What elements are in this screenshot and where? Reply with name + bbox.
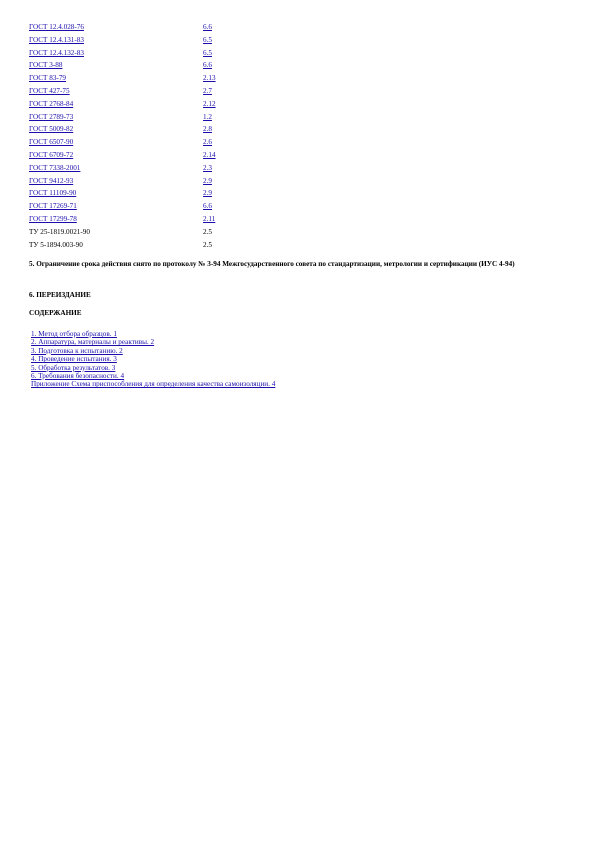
- reference-doc-cell: [29, 187, 203, 200]
- reference-doc-link[interactable]: ГОСТ 11109-90: [29, 189, 77, 198]
- references-table: [29, 21, 263, 251]
- reference-section-cell: [203, 72, 263, 85]
- table-row: [29, 239, 263, 252]
- table-row: [29, 162, 263, 175]
- reference-section-link[interactable]: 2.7: [203, 86, 212, 95]
- reference-doc-link[interactable]: ГОСТ 9412-93: [29, 176, 74, 185]
- reference-section-link[interactable]: 2.13: [203, 74, 216, 83]
- reference-doc-cell: [29, 175, 203, 188]
- reference-doc-text: ТУ 25-1819.0021-90: [29, 227, 90, 236]
- table-row: [29, 72, 263, 85]
- table-of-contents: [31, 330, 275, 389]
- table-row: [29, 123, 263, 136]
- reference-doc-link[interactable]: ГОСТ 17299-78: [29, 214, 77, 223]
- reference-doc-link[interactable]: ГОСТ 12.4.028-76: [29, 23, 84, 31]
- reference-doc-link[interactable]: ГОСТ 12.4.131-83: [29, 35, 84, 44]
- reference-section-cell: [203, 226, 263, 239]
- reference-section-cell: [203, 47, 263, 60]
- reference-doc-text: ТУ 5-1894.003-90: [29, 240, 83, 249]
- reference-section-link[interactable]: 6.5: [203, 35, 212, 44]
- list-item: [31, 355, 275, 363]
- reference-section-link[interactable]: 2.14: [203, 150, 216, 159]
- reference-doc-cell: [29, 72, 203, 85]
- references-table-body: [29, 21, 263, 251]
- reference-section-link[interactable]: 2.3: [203, 163, 212, 172]
- table-row: [29, 175, 263, 188]
- table-row: [29, 47, 263, 60]
- toc-link[interactable]: 2. Аппаратура, материалы и реактивы. 2: [31, 338, 155, 347]
- reference-doc-cell: [29, 200, 203, 213]
- list-item: [31, 330, 275, 338]
- list-item: [31, 338, 275, 346]
- reference-section-cell: [203, 200, 263, 213]
- reference-doc-cell: [29, 149, 203, 162]
- reference-section-cell: [203, 239, 263, 252]
- reference-doc-link[interactable]: ГОСТ 12.4.132-83: [29, 48, 84, 57]
- toc-title: СОДЕРЖАНИЕ: [29, 309, 82, 317]
- reference-doc-cell: [29, 85, 203, 98]
- reference-section-link[interactable]: 2.9: [203, 189, 212, 198]
- reference-section-cell: [203, 213, 263, 226]
- reference-doc-cell: [29, 123, 203, 136]
- table-row: [29, 111, 263, 124]
- list-item: [31, 380, 275, 388]
- table-row: [29, 187, 263, 200]
- reference-section-cell: [203, 21, 263, 34]
- reference-section-cell: [203, 123, 263, 136]
- reference-section-cell: [203, 59, 263, 72]
- reference-doc-cell: [29, 239, 203, 252]
- toc-link[interactable]: 1. Метод отбора образцов. 1: [31, 330, 117, 338]
- toc-link[interactable]: 3. Подготовка к испытанию. 2: [31, 346, 123, 355]
- reference-doc-link[interactable]: ГОСТ 427-75: [29, 86, 70, 95]
- reference-doc-cell: [29, 34, 203, 47]
- reference-doc-link[interactable]: ГОСТ 7338-2001: [29, 163, 81, 172]
- table-row: [29, 226, 263, 239]
- reference-section-link[interactable]: 6.6: [203, 23, 212, 31]
- table-row: [29, 200, 263, 213]
- reference-doc-link[interactable]: ГОСТ 2768-84: [29, 99, 74, 108]
- table-row: [29, 98, 263, 111]
- reference-section-link[interactable]: 6.6: [203, 61, 212, 70]
- table-row: [29, 149, 263, 162]
- reference-section-link[interactable]: 6.6: [203, 202, 212, 211]
- table-row: [29, 21, 263, 34]
- reference-section-cell: [203, 149, 263, 162]
- reference-doc-cell: [29, 226, 203, 239]
- reference-section-cell: [203, 187, 263, 200]
- reference-doc-link[interactable]: ГОСТ 3-88: [29, 61, 63, 70]
- reference-doc-link[interactable]: ГОСТ 5009-82: [29, 125, 74, 134]
- reference-doc-cell: [29, 111, 203, 124]
- table-row: [29, 85, 263, 98]
- toc-link[interactable]: 6. Требования безопасности. 4: [31, 372, 125, 381]
- reference-doc-cell: [29, 21, 203, 34]
- table-row: [29, 59, 263, 72]
- reference-doc-cell: [29, 213, 203, 226]
- paragraph-5: 5. Ограничение срока действия снято по протоколу № 3-94 Межгосударственного совета по стандартизации, метрологии и сертификации (ИУС 4-94): [29, 260, 515, 268]
- reference-section-cell: [203, 34, 263, 47]
- reference-section-link[interactable]: 6.5: [203, 48, 212, 57]
- reference-doc-cell: [29, 162, 203, 175]
- reference-section-text: 2.5: [203, 227, 212, 236]
- table-row: [29, 213, 263, 226]
- reference-doc-link[interactable]: ГОСТ 2789-73: [29, 112, 74, 121]
- paragraph-6-reissue: 6. ПЕРЕИЗДАНИЕ: [29, 291, 91, 299]
- reference-section-text: 2.5: [203, 240, 212, 249]
- table-row: [29, 34, 263, 47]
- reference-section-cell: [203, 136, 263, 149]
- reference-doc-link[interactable]: ГОСТ 83-79: [29, 74, 67, 83]
- reference-doc-link[interactable]: ГОСТ 6507-90: [29, 138, 74, 147]
- reference-section-cell: [203, 162, 263, 175]
- reference-section-link[interactable]: 2.12: [203, 99, 216, 108]
- list-item: [31, 347, 275, 355]
- reference-section-link[interactable]: 2.9: [203, 176, 212, 185]
- table-row: [29, 136, 263, 149]
- reference-doc-link[interactable]: ГОСТ 6709-72: [29, 150, 74, 159]
- reference-section-link[interactable]: 2.8: [203, 125, 212, 134]
- reference-doc-cell: [29, 47, 203, 60]
- toc-link[interactable]: 5. Обработка результатов. 3: [31, 363, 116, 372]
- reference-doc-link[interactable]: ГОСТ 17269-71: [29, 202, 77, 211]
- reference-section-cell: [203, 111, 263, 124]
- reference-section-cell: [203, 98, 263, 111]
- reference-doc-cell: [29, 136, 203, 149]
- reference-section-link[interactable]: 2.11: [203, 214, 216, 223]
- toc-link[interactable]: 4. Проведение испытания. 3: [31, 355, 117, 364]
- reference-section-link[interactable]: 2.6: [203, 138, 212, 147]
- reference-section-cell: [203, 175, 263, 188]
- reference-doc-cell: [29, 98, 203, 111]
- reference-doc-cell: [29, 59, 203, 72]
- list-item: [31, 372, 275, 380]
- toc-link[interactable]: Приложение Схема приспособления для определения качества самоизоляции. 4: [31, 380, 276, 389]
- reference-section-link[interactable]: 1.2: [203, 112, 212, 121]
- list-item: [31, 364, 275, 372]
- reference-section-cell: [203, 85, 263, 98]
